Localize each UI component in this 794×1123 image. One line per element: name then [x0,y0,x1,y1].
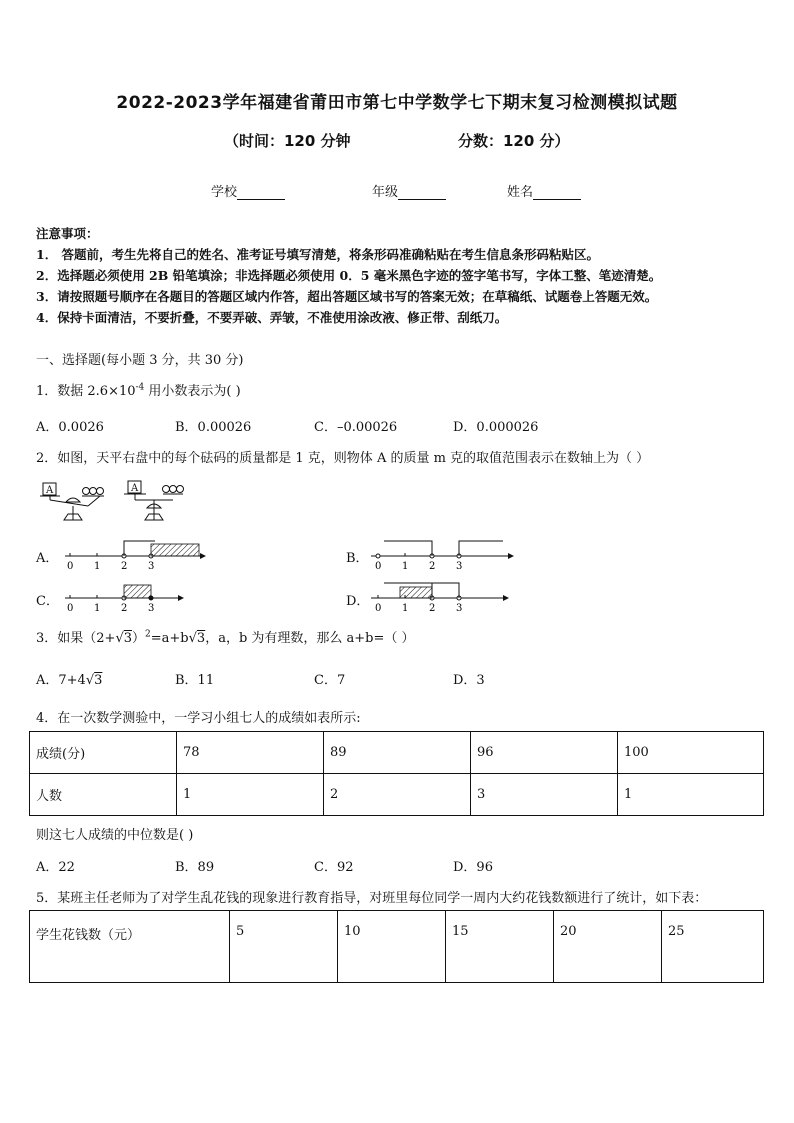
table-cell: 成绩(分) [30,732,177,774]
q2-option-c-label[interactable]: C． [36,594,59,609]
q3-option-a-pre: A．7+4 [36,673,86,688]
q3-stem-mid: ） [132,631,146,646]
balance-figure [38,478,198,528]
q3-stem [36,627,415,646]
q1-exponent: -4 [135,382,145,393]
table-cell: 15 [446,911,554,983]
page-title: 2022-2023学年福建省莆田市第七中学数学七下期末复习检测模拟试题 [116,93,678,113]
tick-label: 2 [121,561,128,572]
name-label: 姓名 [507,185,534,200]
q1-stem-post: 用小数表示为( ) [144,384,241,399]
q3-stem-pre: 3．如果（2+ [36,631,116,646]
table-cell: 89 [324,732,471,774]
sqrt-symbol: √ [115,631,124,646]
tick-label: 1 [402,561,409,572]
table-cell: 人数 [30,774,177,816]
tick-label: 3 [148,561,155,572]
tick-label: 2 [121,603,128,614]
q2-stem: 2．如图，天平右盘中的每个砝码的质量都是 1 克，则物体 A 的质量 m 克的取值范围表示在数轴上为（ ） [36,451,650,466]
q3-option-c[interactable]: C．7 [314,673,346,688]
q3-exponent: 2 [145,629,151,640]
q2-option-d-label[interactable]: D． [346,594,370,609]
range-bracket [384,541,432,556]
table-cell: 1 [618,774,764,816]
q1-stem-pre: 1．数据 2.6×10 [36,384,136,399]
name-blank[interactable] [533,186,581,200]
q4-option-a[interactable]: A．22 [36,860,75,875]
tick-label: 3 [456,603,463,614]
grade-blank[interactable] [398,186,446,200]
table-cell: 20 [554,911,662,983]
sqrt-radicand: 3 [196,631,206,646]
sqrt-radicand: 3 [123,631,133,646]
q1-stem [36,380,241,399]
q2-option-c-numberline[interactable] [60,578,190,616]
axis-arrow [200,553,206,559]
shaded-region [400,587,432,598]
q3-stem-eq: =a+b [150,631,189,646]
q2-option-a-label[interactable]: A． [36,551,59,566]
table-cell: 78 [177,732,324,774]
q5-stem: 5．某班主任老师为了对学生乱花钱的现象进行教育指导，对班里每位同学一周内大约花钱数额进行了统计，如下表： [36,891,708,906]
shaded-region [124,585,151,598]
object-a-label: A [131,483,139,494]
table-row [30,732,764,774]
exam-time: （时间：120 分钟 [224,132,351,150]
table-cell: 3 [471,774,618,816]
notice-item: 3．请按照题号顺序在各题目的答题区域内作答，超出答题区域书写的答案无效；在草稿纸、试题卷上答题无效。 [36,289,658,304]
table-cell: 96 [471,732,618,774]
notice-item: 1． 答题前，考生先将自己的姓名、准考证号填写清楚，将条形码准确粘贴在考生信息条形码粘贴区。 [36,247,600,262]
notice-item: 4．保持卡面清洁，不要折叠，不要弄破、弄皱，不准使用涂改液、修正带、刮纸刀。 [36,310,508,325]
q4-option-b[interactable]: B．89 [175,860,215,875]
table-cell: 2 [324,774,471,816]
q2-option-b-numberline[interactable] [368,536,518,574]
tick-label: 0 [375,603,382,614]
table-cell: 学生花钱数（元） [30,911,230,983]
table-cell: 5 [230,911,338,983]
q1-option-a[interactable]: A．0.0026 [36,420,104,435]
tick-label: 3 [456,561,463,572]
q4-option-d[interactable]: D．96 [453,860,493,875]
exam-score: 分数：120 分） [458,132,570,150]
q4-score-table [29,731,764,816]
range-bracket [459,541,503,556]
school-label: 学校 [211,185,238,200]
tick-label: 0 [375,561,382,572]
q4-followup: 则这七人成绩的中位数是( ) [36,828,194,843]
q1-option-d[interactable]: D．0.000026 [453,420,539,435]
grade-field [372,181,446,200]
q3-option-a[interactable] [36,669,102,688]
axis-arrow [508,553,514,559]
axis-arrow [178,595,184,601]
tick-label: 1 [94,561,101,572]
table-row [30,774,764,816]
tick-label: 0 [67,603,74,614]
shaded-region [151,544,199,556]
tick-label: 0 [67,561,74,572]
notice-heading: 注意事项： [36,226,99,241]
q3-option-b[interactable]: B．11 [175,673,215,688]
tick-label: 2 [429,603,436,614]
table-cell: 10 [338,911,446,983]
sqrt-symbol: √ [85,673,95,688]
q2-option-a-numberline[interactable] [60,536,210,574]
object-a-label: A [46,485,54,496]
axis-arrow [503,595,509,601]
table-cell: 25 [662,911,764,983]
sqrt-symbol: √ [188,631,197,646]
sqrt-radicand: 3 [94,673,103,688]
tick-label: 1 [402,603,409,614]
section-heading: 一、选择题(每小题 3 分，共 30 分) [36,353,244,368]
q4-option-c[interactable]: C．92 [314,860,354,875]
q5-spending-table [29,910,764,983]
q3-stem-post: ，a，b 为有理数，那么 a+b=（ ） [205,631,415,646]
q2-option-d-numberline[interactable] [368,578,518,616]
table-cell: 1 [177,774,324,816]
q1-option-b[interactable]: B．0.00026 [175,420,252,435]
table-row [30,911,764,983]
q1-option-c[interactable]: C．–0.00026 [314,420,398,435]
tick-label: 1 [94,603,101,614]
q2-option-b-label[interactable]: B． [346,551,369,566]
name-field [507,181,581,200]
notice-item: 2．选择题必须使用 2B 铅笔填涂；非选择题必须使用 0．5 毫米黑色字迹的签字笔书写，字体工整、笔迹清楚。 [36,268,662,283]
q4-stem: 4．在一次数学测验中，一学习小组七人的成绩如表所示: [36,711,361,726]
range-bracket [432,583,459,598]
q3-option-d[interactable]: D．3 [453,673,485,688]
tick-label: 2 [429,561,436,572]
school-field [211,181,285,200]
school-blank[interactable] [237,186,285,200]
table-cell: 100 [618,732,764,774]
grade-label: 年级 [372,185,399,200]
tick-label: 3 [148,603,155,614]
